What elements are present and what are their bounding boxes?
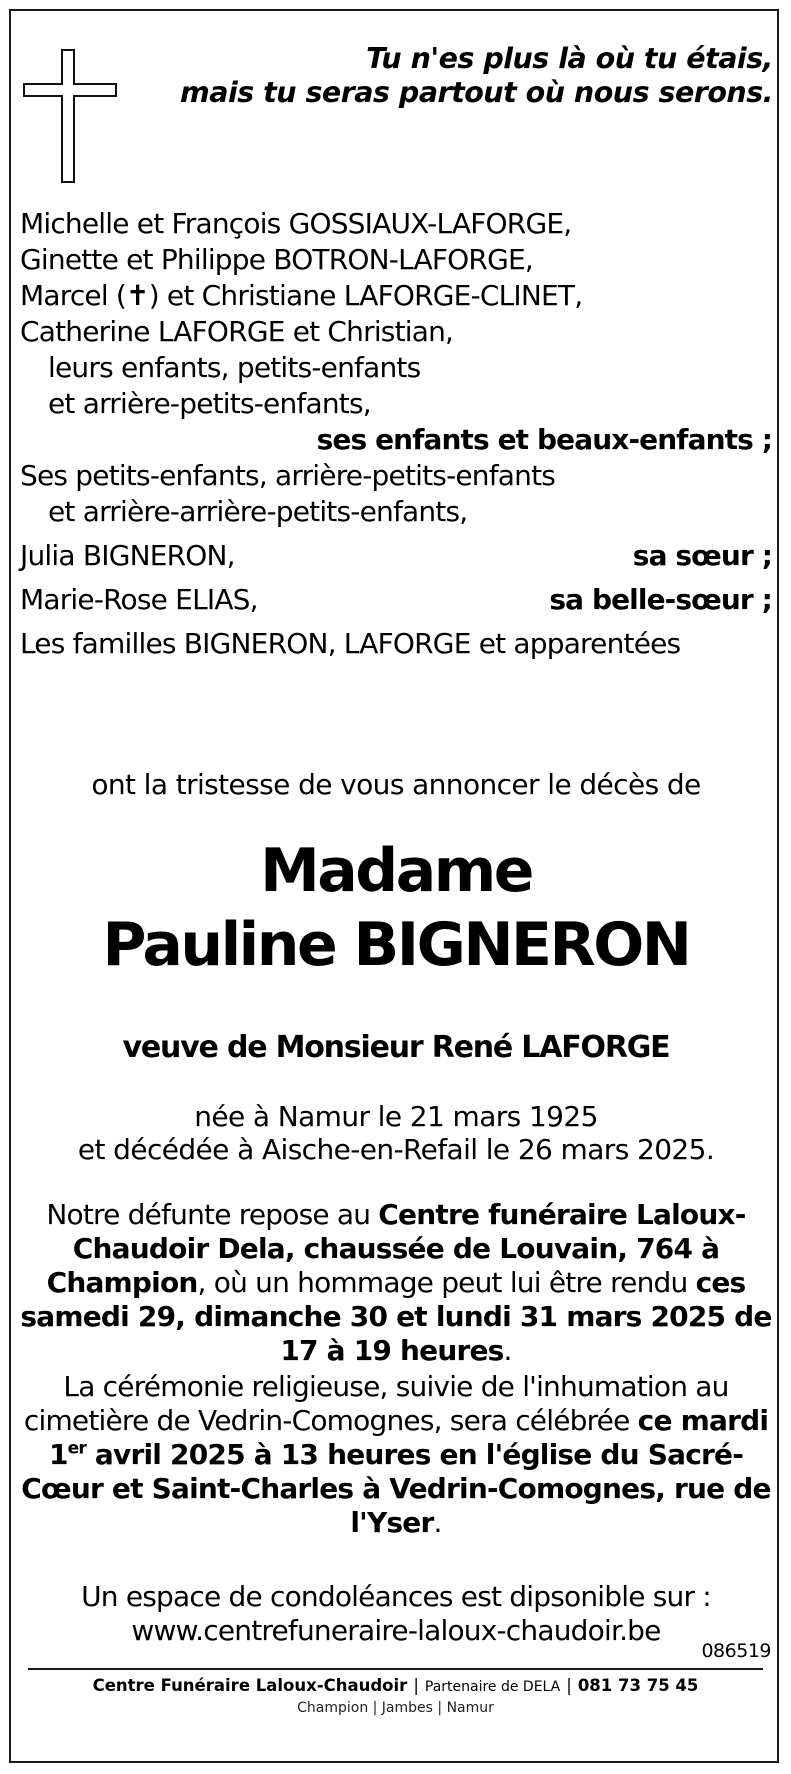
- epigraph-line-2: mais tu seras partout où nous serons.: [180, 76, 773, 109]
- ceremony-text: La cérémonie religieuse, suivie de l'inhumation au cimetière de Vedrin-Comognes, sera célébrée: [23, 1370, 729, 1437]
- footer: [0, 1676, 791, 1695]
- condolences: [16, 1580, 776, 1648]
- ceremony-paragraph: [16, 1370, 776, 1540]
- ceremony-date-part: ce mardi 1: [48, 1404, 769, 1471]
- repose-text: .: [503, 1334, 512, 1367]
- deceased-name: [16, 834, 776, 982]
- birth-line: née à Namur le 21 mars 1925: [194, 1100, 598, 1133]
- sister-in-law-name: Marie-Rose ELIAS,: [20, 583, 258, 616]
- families-line: Les familles BIGNERON, LAFORGE et apparentées: [20, 627, 681, 660]
- family-line: leurs enfants, petits-enfants: [48, 351, 421, 384]
- footer-company: Centre Funéraire Laloux-Chaudoir: [92, 1676, 408, 1695]
- visiting-hours: ces samedi 29, dimanche 30 et lundi 31 mars 2025 de 17 à 19 heures: [20, 1266, 772, 1367]
- reference-number: 086519: [701, 1640, 771, 1662]
- repose-text: Notre défunte repose au: [46, 1198, 379, 1231]
- footer-partner: Partenaire de DELA: [424, 1679, 561, 1695]
- family-line: et arrière-petits-enfants,: [48, 387, 371, 420]
- sister-name: Julia BIGNERON,: [20, 539, 235, 572]
- family-line: Ses petits-enfants, arrière-petits-enfants: [20, 459, 556, 492]
- repose-place: Centre funéraire Laloux-Chaudoir Dela, chaussée de Louvain, 764 à Champion: [46, 1198, 746, 1299]
- footer-separator: |: [566, 1676, 572, 1695]
- ceremony-date-sup: er: [67, 1438, 86, 1459]
- children-relation: ses enfants et beaux-enfants ;: [316, 423, 772, 456]
- repose-text: , où un hommage peut lui être rendu: [197, 1266, 696, 1299]
- death-line: et décédée à Aische-en-Refail le 26 mars 2025.: [77, 1133, 715, 1166]
- sister-in-law-row: [20, 582, 772, 618]
- condolences-url[interactable]: www.centrefuneraire-laloux-chaudoir.be: [131, 1614, 661, 1647]
- repose-paragraph: [16, 1198, 776, 1368]
- deceased-fullname: Pauline BIGNERON: [102, 910, 690, 980]
- family-line: Ginette et Philippe BOTRON-LAFORGE,: [20, 243, 533, 276]
- ceremony-date-part: avril 2025 à 13 heures en l'église du Sacré-Cœur et Saint-Charles à Vedrin-Comognes, rue de l'Yser: [21, 1438, 771, 1539]
- epigraph: [180, 42, 773, 110]
- sister-row: [20, 538, 772, 574]
- cross-icon: [22, 48, 118, 184]
- family-line: Marcel (✝) et Christiane LAFORGE-CLINET,: [20, 279, 583, 312]
- sister-relation: sa sœur ;: [632, 539, 772, 572]
- footer-divider: [28, 1668, 763, 1670]
- sister-in-law-relation: sa belle-sœur ;: [549, 583, 772, 616]
- ceremony-text: .: [433, 1506, 442, 1539]
- condolences-text: Un espace de condoléances est dipsonible sur :: [81, 1580, 711, 1613]
- widow-line: veuve de Monsieur René LAFORGE: [122, 1030, 670, 1065]
- family-line: Michelle et François GOSSIAUX-LAFORGE,: [20, 207, 572, 240]
- epigraph-line-1: Tu n'es plus là où tu étais,: [366, 42, 773, 75]
- footer-phone: 081 73 75 45: [577, 1676, 699, 1695]
- footer-separator: |: [413, 1676, 419, 1695]
- deceased-title: Madame: [260, 836, 532, 906]
- birth-death-dates: [16, 1100, 776, 1166]
- announcement: ont la tristesse de vous annoncer le décès de: [91, 768, 701, 801]
- footer-locations: Champion | Jambes | Namur: [297, 1700, 494, 1716]
- family-list: [20, 206, 772, 662]
- family-line: et arrière-arrière-petits-enfants,: [48, 495, 468, 528]
- family-line: Catherine LAFORGE et Christian,: [20, 315, 454, 348]
